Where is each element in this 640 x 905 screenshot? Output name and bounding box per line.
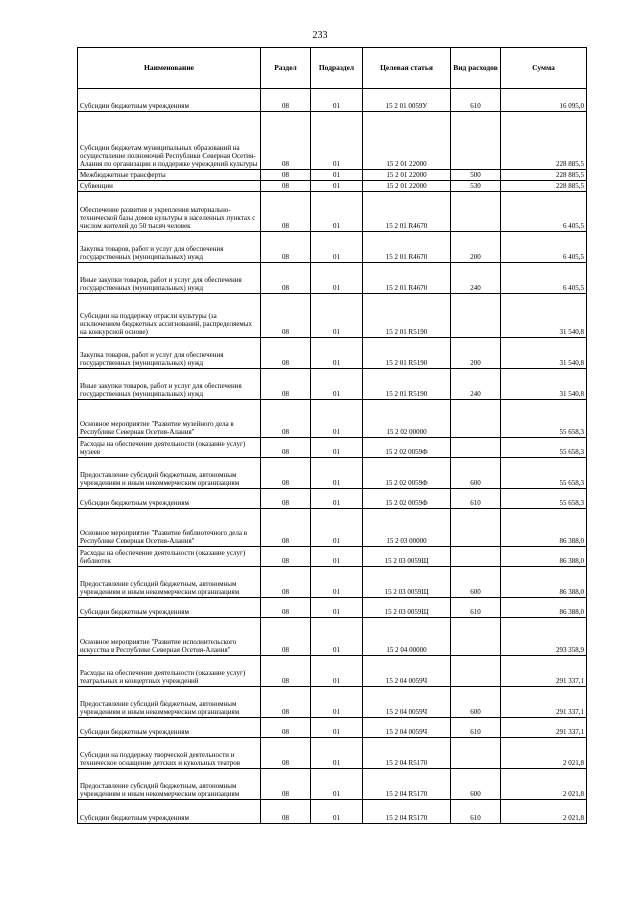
row-target: 15 2 02 0059Ф [363, 458, 451, 489]
row-expense-type: 600 [451, 458, 501, 489]
row-subsection: 01 [311, 170, 363, 181]
row-subsection: 01 [311, 369, 363, 400]
row-target: 15 2 04 0059Ч [363, 656, 451, 687]
budget-table [77, 47, 587, 824]
row-expense-type [451, 618, 501, 656]
row-amount: 291 337,1 [501, 718, 587, 738]
row-subsection: 01 [311, 598, 363, 618]
row-amount: 31 540,8 [501, 338, 587, 369]
row-subsection: 01 [311, 400, 363, 438]
table-row [78, 294, 587, 338]
table-row [78, 656, 587, 687]
row-subsection: 01 [311, 263, 363, 294]
row-section: 08 [261, 232, 311, 263]
row-expense-type: 600 [451, 567, 501, 598]
table-row [78, 369, 587, 400]
row-amount: 55 658,3 [501, 438, 587, 458]
row-target: 15 2 01 R5190 [363, 294, 451, 338]
row-subsection: 01 [311, 567, 363, 598]
row-expense-type [451, 438, 501, 458]
row-target: 15 2 01 0059У [363, 89, 451, 112]
header-row [78, 48, 587, 89]
row-expense-type: 600 [451, 769, 501, 800]
row-amount: 31 540,8 [501, 294, 587, 338]
table-row [78, 738, 587, 769]
row-subsection: 01 [311, 89, 363, 112]
row-name: Обеспечение развития и укрепления материально-технической базы домов культуры в населенных пунктах с числом жителей до 50 тысяч человек [78, 192, 261, 232]
row-amount: 6 405,5 [501, 232, 587, 263]
row-subsection: 01 [311, 687, 363, 718]
row-section: 08 [261, 263, 311, 294]
table-row [78, 170, 587, 181]
row-expense-type: 200 [451, 338, 501, 369]
table-row [78, 718, 587, 738]
row-amount: 6 405,5 [501, 263, 587, 294]
row-section: 08 [261, 192, 311, 232]
row-target: 15 2 04 0059Ч [363, 687, 451, 718]
row-expense-type: 500 [451, 170, 501, 181]
row-name: Предоставление субсидий бюджетным, автономным учреждениям и иным некоммерческим организациям [78, 769, 261, 800]
row-amount: 2 021,8 [501, 738, 587, 769]
row-amount: 228 885,5 [501, 181, 587, 192]
table-row [78, 598, 587, 618]
row-name: Иные закупки товаров, работ и услуг для обеспечения государственных (муниципальных) нужд [78, 369, 261, 400]
row-subsection: 01 [311, 181, 363, 192]
row-target: 15 2 04 R5170 [363, 800, 451, 824]
row-amount: 55 658,3 [501, 400, 587, 438]
row-subsection: 01 [311, 338, 363, 369]
row-target: 15 2 03 0059Щ [363, 567, 451, 598]
row-target: 15 2 01 R5190 [363, 369, 451, 400]
row-subsection: 01 [311, 112, 363, 170]
header-target: Целевая статья [363, 48, 451, 89]
row-subsection: 01 [311, 509, 363, 547]
row-expense-type: 600 [451, 687, 501, 718]
row-target: 15 2 03 0059Щ [363, 598, 451, 618]
row-name: Предоставление субсидий бюджетным, автономным учреждениям и иным некоммерческим организациям [78, 567, 261, 598]
row-section: 08 [261, 294, 311, 338]
row-name: Субсидии на поддержку отрасли культуры (за исключением бюджетных ассигнований, распределяемых на конкурсной основе) [78, 294, 261, 338]
row-section: 08 [261, 181, 311, 192]
row-target: 15 2 02 0059Ф [363, 489, 451, 509]
row-section: 08 [261, 369, 311, 400]
row-target: 15 2 02 00000 [363, 400, 451, 438]
row-name: Предоставление субсидий бюджетным, автономным учреждениям и иным некоммерческим организациям [78, 687, 261, 718]
table-row [78, 800, 587, 824]
row-subsection: 01 [311, 618, 363, 656]
table-row [78, 181, 587, 192]
table-row [78, 89, 587, 112]
row-subsection: 01 [311, 718, 363, 738]
row-section: 08 [261, 400, 311, 438]
row-section: 08 [261, 718, 311, 738]
row-amount: 2 021,8 [501, 800, 587, 824]
row-section: 08 [261, 567, 311, 598]
row-expense-type: 610 [451, 598, 501, 618]
row-target: 15 2 01 R4670 [363, 192, 451, 232]
row-name: Иные закупки товаров, работ и услуг для обеспечения государственных (муниципальных) нужд [78, 263, 261, 294]
row-target: 15 2 04 R5170 [363, 738, 451, 769]
table-row [78, 438, 587, 458]
row-subsection: 01 [311, 294, 363, 338]
table-row [78, 567, 587, 598]
row-expense-type [451, 547, 501, 567]
row-section: 08 [261, 338, 311, 369]
row-name: Субсидии бюджетным учреждениям [78, 718, 261, 738]
row-amount: 55 658,3 [501, 489, 587, 509]
row-target: 15 2 03 0059Щ [363, 547, 451, 567]
header-expense-type: Вид расходов [451, 48, 501, 89]
row-amount: 86 388,0 [501, 598, 587, 618]
row-amount: 31 540,8 [501, 369, 587, 400]
row-target: 15 2 01 22000 [363, 170, 451, 181]
row-section: 08 [261, 656, 311, 687]
row-name: Субсидии бюджетным учреждениям [78, 489, 261, 509]
row-subsection: 01 [311, 738, 363, 769]
row-section: 08 [261, 112, 311, 170]
row-subsection: 01 [311, 232, 363, 263]
row-target: 15 2 01 R4670 [363, 232, 451, 263]
row-expense-type: 240 [451, 263, 501, 294]
row-amount: 86 388,0 [501, 567, 587, 598]
row-name: Субсидии бюджетам муниципальных образований на осуществление полномочий Республики Северная Осетия-Алания по организации и поддержке учреждений культуры [78, 112, 261, 170]
table-row [78, 489, 587, 509]
row-name: Межбюджетные трансферты [78, 170, 261, 181]
row-target: 15 2 02 0059Ф [363, 438, 451, 458]
page-number: 233 [312, 30, 328, 41]
table-row [78, 338, 587, 369]
row-subsection: 01 [311, 656, 363, 687]
row-expense-type [451, 192, 501, 232]
row-section: 08 [261, 598, 311, 618]
row-target: 15 2 01 R5190 [363, 338, 451, 369]
row-name: Основное мероприятие "Развитие библиотечного дела в Республике Северная Осетия-Алания" [78, 509, 261, 547]
row-amount: 86 388,0 [501, 547, 587, 567]
header-name: Наименование [78, 48, 261, 89]
table-row [78, 263, 587, 294]
row-target: 15 2 01 22000 [363, 181, 451, 192]
row-subsection: 01 [311, 489, 363, 509]
row-section: 08 [261, 489, 311, 509]
row-amount: 2 021,8 [501, 769, 587, 800]
row-subsection: 01 [311, 769, 363, 800]
row-name: Основное мероприятие "Развитие музейного дела в Республике Северная Осетия-Алания" [78, 400, 261, 438]
row-expense-type [451, 656, 501, 687]
table-row [78, 509, 587, 547]
row-subsection: 01 [311, 438, 363, 458]
row-name: Основное мероприятие "Развитие исполнительского искусства в Республике Северная Осетия-Алания" [78, 618, 261, 656]
row-section: 08 [261, 89, 311, 112]
row-name: Субсидии бюджетным учреждениям [78, 89, 261, 112]
row-section: 08 [261, 438, 311, 458]
table-row [78, 769, 587, 800]
row-expense-type: 200 [451, 232, 501, 263]
row-target: 15 2 01 R4670 [363, 263, 451, 294]
row-name: Субсидии бюджетным учреждениям [78, 598, 261, 618]
table-row [78, 618, 587, 656]
table-row [78, 547, 587, 567]
row-expense-type: 610 [451, 800, 501, 824]
row-subsection: 01 [311, 458, 363, 489]
row-target: 15 2 04 R5170 [363, 769, 451, 800]
row-target: 15 2 04 00000 [363, 618, 451, 656]
row-section: 08 [261, 687, 311, 718]
table-row [78, 458, 587, 489]
header-section: Раздел [261, 48, 311, 89]
table-row [78, 232, 587, 263]
header-subsection: Подраздел [311, 48, 363, 89]
row-name: Расходы на обеспечение деятельности (оказание услуг) театральных и концертных учреждений [78, 656, 261, 687]
table-row [78, 112, 587, 170]
row-name: Субвенции [78, 181, 261, 192]
row-subsection: 01 [311, 800, 363, 824]
table-row [78, 400, 587, 438]
row-expense-type: 610 [451, 718, 501, 738]
row-expense-type [451, 400, 501, 438]
row-target: 15 2 03 00000 [363, 509, 451, 547]
row-expense-type [451, 738, 501, 769]
row-name: Закупка товаров, работ и услуг для обеспечения государственных (муниципальных) нужд [78, 232, 261, 263]
row-section: 08 [261, 800, 311, 824]
table-row [78, 687, 587, 718]
row-section: 08 [261, 618, 311, 656]
table-row [78, 192, 587, 232]
row-section: 08 [261, 547, 311, 567]
row-expense-type [451, 509, 501, 547]
row-expense-type: 610 [451, 489, 501, 509]
row-expense-type: 530 [451, 181, 501, 192]
row-section: 08 [261, 458, 311, 489]
row-name: Закупка товаров, работ и услуг для обеспечения государственных (муниципальных) нужд [78, 338, 261, 369]
row-target: 15 2 04 0059Ч [363, 718, 451, 738]
row-subsection: 01 [311, 192, 363, 232]
row-amount: 291 337,1 [501, 687, 587, 718]
row-section: 08 [261, 738, 311, 769]
row-amount: 86 388,0 [501, 509, 587, 547]
row-amount: 6 405,5 [501, 192, 587, 232]
row-expense-type [451, 294, 501, 338]
row-amount: 228 885,5 [501, 112, 587, 170]
row-amount: 291 337,1 [501, 656, 587, 687]
row-section: 08 [261, 509, 311, 547]
row-amount: 55 658,3 [501, 458, 587, 489]
header-amount: Сумма [501, 48, 587, 89]
row-section: 08 [261, 769, 311, 800]
row-name: Расходы на обеспечение деятельности (оказание услуг) музеев [78, 438, 261, 458]
row-target: 15 2 01 22000 [363, 112, 451, 170]
row-amount: 228 885,5 [501, 170, 587, 181]
row-expense-type [451, 112, 501, 170]
row-amount: 293 358,9 [501, 618, 587, 656]
row-expense-type: 610 [451, 89, 501, 112]
row-name: Субсидии бюджетным учреждениям [78, 800, 261, 824]
row-expense-type: 240 [451, 369, 501, 400]
row-name: Субсидии на поддержку творческой деятельности и техническое оснащение детских и кукольных театров [78, 738, 261, 769]
row-section: 08 [261, 170, 311, 181]
row-amount: 16 095,0 [501, 89, 587, 112]
row-name: Предоставление субсидий бюджетным, автономным учреждениям и иным некоммерческим организациям [78, 458, 261, 489]
row-name: Расходы на обеспечение деятельности (оказание услуг) библиотек [78, 547, 261, 567]
row-subsection: 01 [311, 547, 363, 567]
